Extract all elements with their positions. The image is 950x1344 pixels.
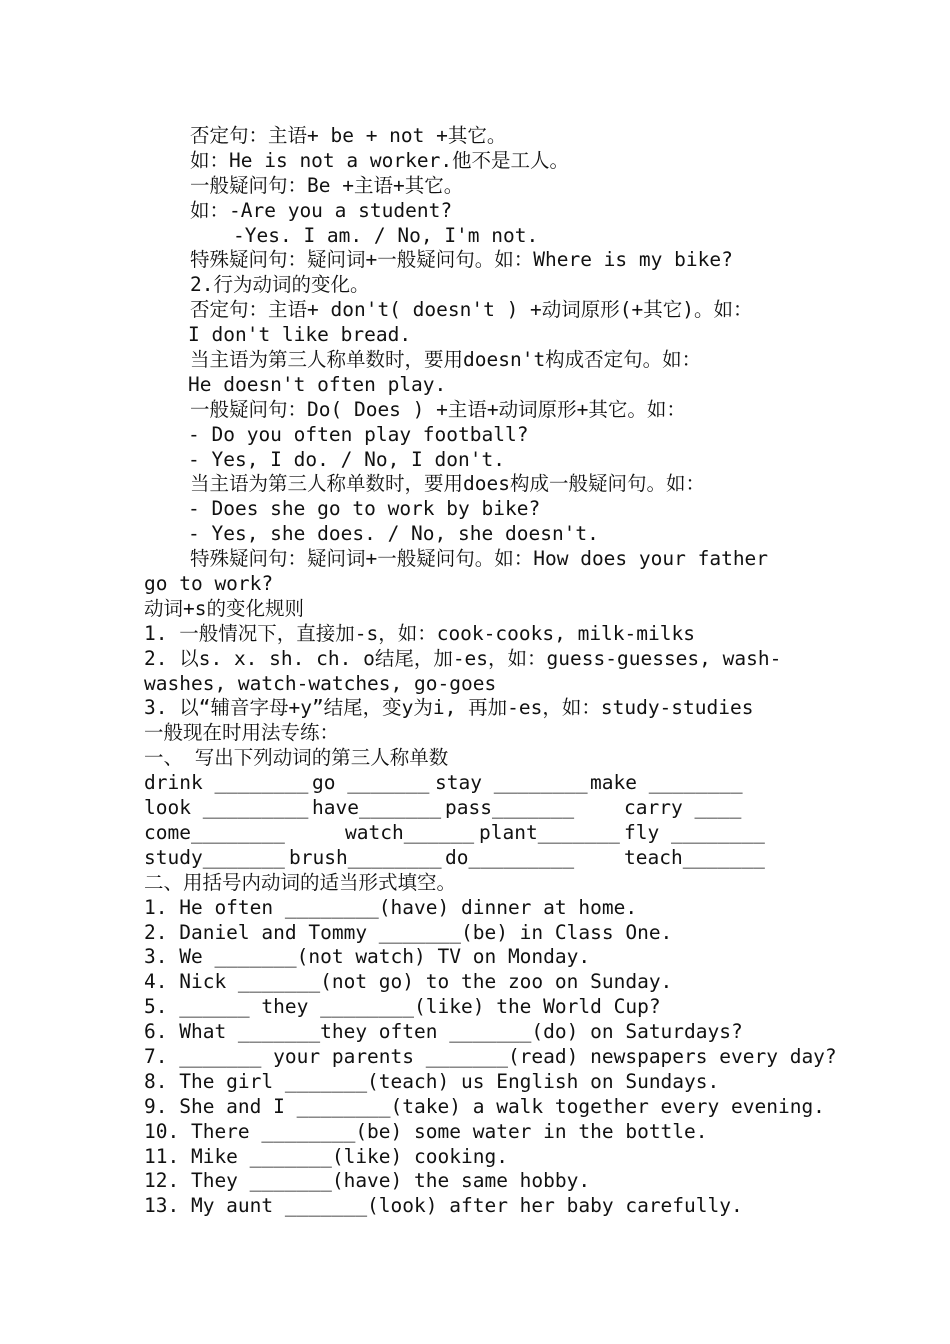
verb-blank: watch______ bbox=[345, 820, 475, 844]
rule-wh-question-be: 特殊疑问句：疑问词+一般疑问句。如：Where is my bike? bbox=[190, 248, 733, 272]
rule-third-person-negative: 当主语为第三人称单数时，要用doesn't构成否定句。如： bbox=[190, 348, 702, 372]
document-body bbox=[0, 124, 950, 1219]
rules-title: 动词+s的变化规则 bbox=[144, 596, 304, 620]
verb-blank: make ________ bbox=[590, 771, 743, 795]
verb-row bbox=[0, 821, 950, 846]
verb-blank: plant_______ bbox=[479, 820, 620, 844]
exercise-sentence: 3. We _______(not watch) TV on Monday. bbox=[144, 945, 591, 969]
verb-blank: look _________ bbox=[144, 796, 309, 820]
exercise-sentence: 1. He often ________(have) dinner at home. bbox=[144, 895, 638, 919]
rule-s-3: 3. 以“辅音字母+y”结尾，变y为i, 再加-es，如：study-studies bbox=[144, 696, 754, 720]
exercise-sentence: 13. My aunt _______(look) after her baby carefully. bbox=[144, 1194, 743, 1218]
rule-negative-be: 否定句：主语+ be + not +其它。 bbox=[190, 124, 507, 147]
practice-title: 一般现在时用法专练： bbox=[144, 721, 340, 745]
verb-blank: brush________ bbox=[289, 845, 442, 869]
example-third-person-negative: He doesn't often play. bbox=[188, 372, 447, 396]
verb-blank: study_______ bbox=[144, 845, 285, 869]
example-third-person-question-2: - Yes, she does. / No, she doesn't. bbox=[188, 522, 599, 546]
exercise-sentence: 11. Mike _______(like) cooking. bbox=[144, 1144, 508, 1168]
part1-title: 一、 写出下列动词的第三人称单数 bbox=[144, 746, 449, 770]
rule-wh-question-verb: 特殊疑问句：疑问词+一般疑问句。如：How does your father bbox=[190, 547, 769, 571]
verb-blank: teach_______ bbox=[624, 845, 765, 869]
example-question-verb-1: - Do you often play football? bbox=[188, 422, 529, 446]
exercise-sentence: 5. ______ they ________(like) the World Cup? bbox=[144, 995, 661, 1019]
rule-question-be: 一般疑问句：Be +主语+其它。 bbox=[190, 173, 464, 197]
exercise-sentence: 8. The girl _______(teach) us English on Sundays. bbox=[144, 1069, 720, 1093]
example-question-verb-2: - Yes, I do. / No, I don't. bbox=[188, 447, 505, 471]
section-heading-verbs: 2.行为动词的变化。 bbox=[190, 273, 370, 297]
verb-row bbox=[0, 771, 950, 796]
exercise-sentence: 10. There ________(be) some water in the bottle. bbox=[144, 1119, 708, 1143]
verb-row bbox=[0, 796, 950, 821]
verb-blank: do_________ bbox=[445, 845, 575, 869]
example-negative-verb: I don't like bread. bbox=[188, 323, 412, 347]
part2-title: 二、用括号内动词的适当形式填空。 bbox=[144, 870, 457, 894]
rule-s-2: 2. 以s. x. sh. ch. o结尾，加-es，如：guess-guesses, wash- bbox=[144, 646, 782, 670]
verb-blank: fly ________ bbox=[624, 820, 765, 844]
verb-blank: stay ________ bbox=[435, 771, 588, 795]
rule-question-verb: 一般疑问句：Do( Does ) +主语+动词原形+其它。如： bbox=[190, 397, 686, 421]
rule-negative-verb: 否定句：主语+ don't( doesn't ) +动词原形(+其它)。如： bbox=[190, 298, 753, 322]
example-question-be-1: 如：-Are you a student? bbox=[190, 198, 453, 222]
exercise-sentence: 7. _______ your parents _______(read) newspapers every day? bbox=[144, 1044, 837, 1068]
rule-s-2-cont: washes, watch-watches, go-goes bbox=[144, 671, 497, 695]
verb-blank: pass_______ bbox=[445, 796, 575, 820]
exercise-sentence: 12. They _______(have) the same hobby. bbox=[144, 1169, 591, 1193]
verb-blank: drink ________ bbox=[144, 771, 309, 795]
rule-wh-question-verb-cont: go to work? bbox=[144, 572, 274, 596]
exercise-sentence: 2. Daniel and Tommy _______(be) in Class One. bbox=[144, 920, 673, 944]
example-third-person-question-1: - Does she go to work by bike? bbox=[188, 497, 541, 521]
verb-row bbox=[0, 846, 950, 871]
example-question-be-2: -Yes. I am. / No, I'm not. bbox=[233, 223, 539, 247]
verb-blank: carry ____ bbox=[624, 796, 742, 820]
exercise-sentence: 9. She and I ________(take) a walk together every evening. bbox=[144, 1094, 825, 1118]
verb-blank: go _______ bbox=[312, 771, 430, 795]
rule-s-1: 1. 一般情况下，直接加-s，如：cook-cooks, milk-milks bbox=[144, 621, 695, 645]
verb-blank: come________ bbox=[144, 820, 285, 844]
example-negative-be: 如：He is not a worker.他不是工人。 bbox=[190, 148, 570, 172]
exercise-sentence: 6. What _______they often _______(do) on Saturdays? bbox=[144, 1020, 743, 1044]
rule-third-person-question: 当主语为第三人称单数时，要用does构成一般疑问句。如： bbox=[190, 472, 705, 496]
verb-blank: have_______ bbox=[312, 796, 442, 820]
exercise-sentence: 4. Nick _______(not go) to the zoo on Sunday. bbox=[144, 970, 673, 994]
